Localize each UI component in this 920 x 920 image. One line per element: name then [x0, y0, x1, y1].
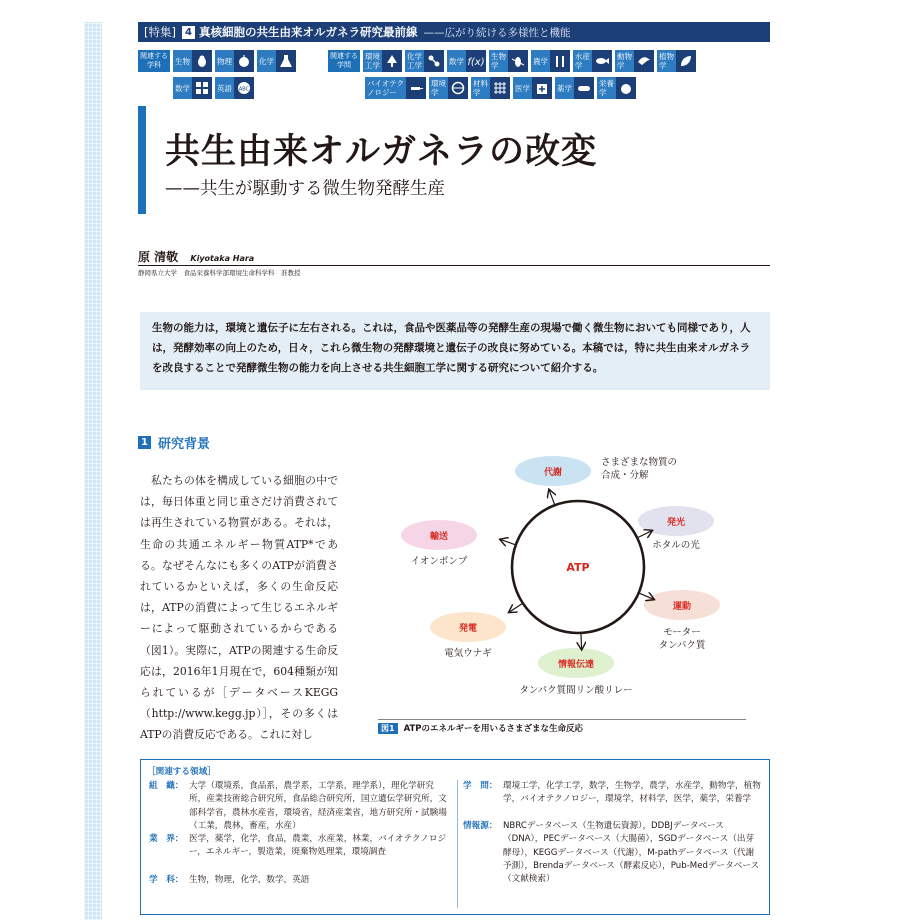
atp-center-label: ATP: [566, 561, 590, 574]
related-areas-box: [140, 759, 770, 915]
pill-icon: [574, 77, 594, 99]
hospital-icon: [532, 77, 552, 99]
node-caption: タンパク質: [658, 640, 706, 651]
flask-icon: [276, 50, 296, 72]
chip-molecule: [405, 50, 444, 72]
hospital-icon: [535, 81, 549, 95]
abc-icon: [234, 77, 254, 99]
chip-label: 環境 学: [430, 79, 446, 97]
chip-apple: [215, 50, 254, 72]
abc-icon: [237, 81, 251, 95]
chip-label: 薬学: [556, 83, 572, 93]
bird-icon: [634, 50, 654, 72]
related-subjects-label: 関連する 学科: [138, 50, 170, 72]
chip-label: バイオテク ノロジー: [367, 79, 404, 97]
related-areas-left-3: 学 科： 生物，物理，化学，数学，英語: [149, 875, 310, 885]
affiliation: 静岡県立大学 食品栄養科学部環境生命科学科 准教授: [138, 269, 301, 277]
chip-bug: [489, 50, 528, 72]
chip-label: 農学: [533, 56, 548, 66]
node-label: 発光: [666, 518, 686, 528]
related-subjects-row1: [138, 50, 299, 72]
atp-diagram: [380, 445, 760, 720]
node-label: 発電: [458, 624, 478, 634]
function-icon: [469, 54, 483, 68]
diagram-node: [637, 506, 714, 551]
globe-icon: [448, 77, 468, 99]
related-fields-row2: [365, 77, 639, 99]
apple-icon: [237, 54, 251, 68]
node-arrow: [581, 633, 582, 649]
node-caption: モーター: [663, 627, 701, 638]
node-arrow: [549, 490, 555, 505]
lattice-icon: [490, 77, 510, 99]
chip-flask: [257, 50, 296, 72]
chip-label: 化学 工学: [407, 52, 422, 70]
leaf-icon: [676, 50, 696, 72]
section-heading: [138, 433, 210, 452]
svg-text:ABC: ABC: [238, 86, 250, 93]
bird-icon: [637, 54, 651, 68]
bug-icon: [508, 50, 528, 72]
diagram-node: [401, 520, 516, 567]
grid-icon: [192, 77, 212, 99]
related-areas-left-1: 組 織： 大学（環境系，食品系，農学系，工学系，理学系），理化学研究所，産業技術総合研究所，食品総合研究所，国立遺伝学研究所，文部科学省，農林水産省，環境省，経済産業省，地方研究所・試験場（工業，農林，畜産，水産）: [149, 781, 447, 831]
chip-label: 医学: [514, 83, 530, 93]
leaf-icon: [679, 54, 693, 68]
related-fields-label: 関連する 学問: [328, 50, 360, 72]
node-arrow: [509, 603, 522, 612]
node-arrow: [639, 593, 654, 599]
diagram-node: [515, 456, 677, 505]
chip-label: 化学: [259, 56, 274, 66]
abstract-box: [140, 312, 770, 390]
series-title: 真核細胞の共生由来オルガネラ研究最前線: [198, 25, 418, 39]
chip-syringe: [365, 77, 426, 99]
fish-icon: [595, 54, 609, 68]
chip-label: 材料 学: [472, 79, 488, 97]
chip-hospital: [513, 77, 552, 99]
figure-rule: [378, 719, 746, 720]
chip-label: 環境 工学: [365, 52, 380, 70]
chip-leaf: [657, 50, 696, 72]
related-areas-right-1: 学 問： 環境工学，化学工学，数学，生物学，農学，水産学，動物学，植物学，バイオテクノロジー，環境学，材料学，医学，薬学，栄養学: [463, 781, 761, 805]
chip-label: 植物 学: [659, 52, 674, 70]
chip-penguin: [173, 50, 212, 72]
chip-crop: [531, 50, 570, 72]
related-areas-left-2: 業 界： 医学，薬学，化学，食品，農業，水産業，林業，バイオテクノロジー，エネルギー，製造業，廃棄物処理業，環境調査: [149, 834, 447, 858]
node-label: 運動: [672, 602, 692, 612]
related-areas-right-2: 情報源： NBRCデータベース（生物遺伝資源），DDBJデータベース（DNA），PECデータベース（大腸菌），SGDデータベース（出芽酵母），KEGGデータベース（代謝），M-pathデータベース（代謝予測），Brendaデータベース（酵素反応），Pub-Medデータベース（文献検索）: [463, 821, 760, 885]
diagram-node: [519, 633, 632, 696]
section-number: 1: [138, 436, 151, 449]
figure-caption-text: ATPのエネルギーを用いるさまざまな生命反応: [403, 724, 584, 734]
chip-nutrition-apple: [597, 77, 636, 99]
series-subtitle: ——広がり続ける多様性と機能: [423, 26, 571, 39]
crop-icon: [553, 54, 567, 68]
body-text: 私たちの体を構成している細胞の中では，毎日体重と同じ重さだけ消費されては再生されている物質がある。それは，生命の共通エネルギー物質ATP*である。なぜそんなにも多くのATPが消費されているかといえば，多くの生命反応は，ATPの消費によって生じるエネルギーによって駆動されているからである（図1）。実際に，ATPの関連する生命反応は，2016年1月現在で，604種類が知られているが［データベースKEGG（http://www.kegg.jp）］，その多くはATPの消費反応である。これに対し: [140, 474, 338, 742]
syringe-icon: [406, 77, 426, 99]
node-caption: 合成・分解: [601, 470, 649, 481]
series-header: [138, 22, 770, 42]
pill-icon: [577, 81, 591, 95]
chip-bird: [615, 50, 654, 72]
chip-label: 栄養 学: [598, 79, 614, 97]
series-tag: [特集]: [144, 25, 176, 39]
author-rule: [138, 265, 770, 266]
flask-icon: [279, 54, 293, 68]
crop-icon: [550, 50, 570, 72]
node-caption: ホタルの光: [652, 540, 700, 551]
node-arrow: [501, 540, 516, 545]
chip-label: 英語: [217, 83, 232, 93]
node-label: 情報伝達: [557, 660, 595, 670]
abstract-text: 生物の能力は，環境と遺伝子に左右される。これは，食品や医薬品等の発酵生産の現場で働く微生物においても同様であり，人は，発酵効率の向上のため，日々，これら微生物の発酵環境と遺伝子の改良に努めている。本稿では，特に共生由来オルガネラを改良することで発酵微生物の能力を向上させる共生細胞工学に関する研究について紹介する。: [152, 322, 751, 374]
molecule-icon: [427, 54, 441, 68]
nutrition-apple-icon: [616, 77, 636, 99]
related-areas-title: ［関連する領域］: [147, 767, 216, 777]
node-caption: さまざまな物質の: [601, 457, 678, 468]
diagram-node: [639, 590, 720, 651]
article-subtitle: ——共生が駆動する微生物発酵生産: [165, 179, 445, 199]
function-icon: [466, 50, 486, 72]
chip-label: 生物 学: [491, 52, 506, 70]
syringe-icon: [409, 81, 423, 95]
diagram-node: [430, 603, 523, 659]
figure-caption: [378, 722, 583, 734]
chip-function: [447, 50, 486, 72]
molecule-icon: [424, 50, 444, 72]
tree-icon: [385, 54, 399, 68]
node-caption: 電気ウナギ: [444, 648, 492, 659]
penguin-icon: [192, 50, 212, 72]
author-name: 原 清敬: [138, 250, 179, 264]
penguin-icon: [195, 54, 209, 68]
title-accent-bar: [138, 106, 146, 214]
nutrition-apple-icon: [619, 81, 633, 95]
node-label: 代謝: [543, 468, 563, 478]
chip-label: 水産 学: [575, 52, 590, 70]
author: [138, 248, 254, 265]
related-subjects-row2: [173, 77, 257, 99]
chip-label: 生物: [175, 56, 190, 66]
apple-icon: [234, 50, 254, 72]
grid-icon: [195, 81, 209, 95]
node-label: 輸送: [429, 532, 449, 542]
tree-icon: [382, 50, 402, 72]
chip-lattice: [471, 77, 510, 99]
bug-icon: [511, 54, 525, 68]
author-name-en: Kiyotaka Hara: [190, 254, 255, 263]
article-title: 共生由来オルガネラの改変: [165, 132, 598, 172]
node-caption: タンパク質間リン酸リレー: [519, 685, 633, 696]
chip-label: 数学: [175, 83, 190, 93]
series-number: 4: [182, 26, 195, 39]
chip-tree: [363, 50, 402, 72]
node-caption: イオンポンプ: [410, 556, 468, 567]
lattice-icon: [493, 81, 507, 95]
section-title: 研究背景: [158, 437, 211, 452]
globe-icon: [451, 81, 465, 95]
figure-tag: 図1: [378, 723, 398, 734]
chip-abc: [215, 77, 254, 99]
margin-stripe: [84, 22, 102, 920]
fish-icon: [592, 50, 612, 72]
chip-label: 数学: [449, 56, 464, 66]
node-arrow: [637, 531, 651, 538]
chip-label: 動物 学: [617, 52, 632, 70]
chip-grid: [173, 77, 212, 99]
chip-pill: [555, 77, 594, 99]
svg-text:f(x): f(x): [467, 57, 485, 68]
chip-fish: [573, 50, 612, 72]
related-fields-row1: [328, 50, 699, 72]
chip-globe: [429, 77, 468, 99]
chip-label: 物理: [217, 56, 232, 66]
related-areas-divider: [457, 780, 458, 908]
